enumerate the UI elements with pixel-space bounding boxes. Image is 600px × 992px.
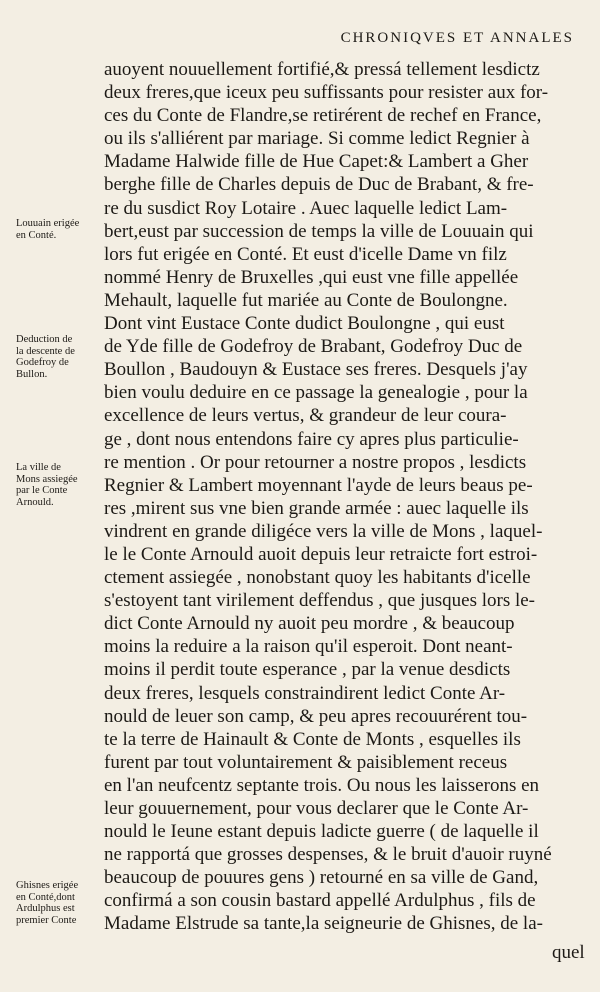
margin-note-line: en Conté. (16, 229, 57, 241)
text-line: vindrent en grande diligéce vers la ville de Mons , laquel- (104, 520, 543, 542)
text-line: ctement assiegée , nonobstant quoy les habitants d'icelle (104, 567, 531, 589)
margin-note (16, 880, 102, 926)
margin-note (16, 462, 102, 508)
text-line: berghe fille de Charles depuis de Duc de Brabant, & fre- (104, 174, 534, 196)
text-line: Mehault, laquelle fut mariée au Conte de Boulongne. (104, 289, 508, 311)
text-line: nould le Ieune estant depuis ladicte guerre ( de laquelle il (104, 821, 539, 843)
text-line: ne rapportá que grosses despenses, & le bruit d'auoir ruyné (104, 844, 552, 866)
text-line: te la terre de Hainault & Conte de Monts , esquelles ils (104, 728, 521, 750)
text-line: en l'an neufcentz septante trois. Ou nous les laisserons en (104, 774, 540, 796)
text-line: confirmá a son cousin bastard appellé Ardulphus , fils de (104, 890, 536, 912)
text-line: deux freres,que iceux peu suffissants pour resister aux for- (104, 82, 549, 104)
text-line: lors fut erigée en Conté. Et eust d'icelle Dame vn filz (104, 243, 507, 265)
margin-note-line: Bullon. (16, 368, 48, 380)
text-line: Madame Halwide fille de Hue Capet:& Lambert a Gher (104, 151, 529, 173)
text-line: le le Conte Arnould auoit depuis leur retraicte fort estroi- (104, 543, 538, 565)
text-line: re du susdict Roy Lotaire . Auec laquelle ledict Lam- (104, 197, 508, 219)
text-line: re mention . Or pour retourner a nostre propos , lesdicts (104, 451, 527, 473)
text-line: s'estoyent tant virilement deffendus , que jusques lors le- (104, 590, 536, 612)
margin-note-line: Mons assiegée (16, 473, 78, 485)
catchword: quel (552, 942, 585, 963)
text-line: dict Conte Arnould ny auoit peu mordre , & beaucoup (104, 613, 515, 635)
running-head: CHRONIQVES ET ANNALES (340, 30, 574, 46)
margin-note-line: Ghisnes erigée (16, 880, 79, 891)
text-line: ces du Conte de Flandre,se retirérent de rechef en France, (104, 105, 542, 127)
margin-note-line: en Conté,dont (16, 891, 75, 903)
text-line: Boullon , Baudouyn & Eustace ses freres. Desquels j'ay (104, 359, 528, 381)
margin-note-line: Arnould. (16, 496, 54, 508)
text-line: nould de leuer son camp, & peu apres recouurérent tou- (104, 705, 528, 727)
text-line: Madame Elstrude sa tante,la seigneurie de Ghisnes, de la- (104, 913, 543, 935)
margin-note-line: Deduction de (16, 334, 73, 345)
text-line: bert,eust par succession de temps la ville de Louuain qui (104, 220, 534, 242)
text-line: moins il perdit toute esperance , par la venue desdicts (104, 659, 511, 681)
margin-note-line: par le Conte (16, 485, 68, 496)
text-line: beaucoup de pouures gens ) retourné en sa ville de Gand, (104, 867, 539, 889)
text-line: ge , dont nous entendons faire cy apres plus particulie- (104, 428, 519, 450)
text-line: ou ils s'alliérent par mariage. Si comme ledict Regnier à (104, 128, 530, 150)
text-line: leur gouuernement, pour vous declarer que le Conte Ar- (104, 798, 529, 819)
text-line: excellence de leurs vertus, & grandeur de leur coura- (104, 405, 507, 427)
margin-note-line: La ville de (16, 462, 61, 473)
margin-notes (0, 0, 104, 992)
text-line: moins la reduire a la raison qu'il esperoit. Dont neant- (104, 636, 513, 658)
margin-note (16, 218, 102, 241)
margin-note-line: Godefroy de (16, 357, 69, 368)
text-line: Regnier & Lambert moyennant l'ayde de leurs beaus pe- (104, 474, 533, 496)
text-line: de Yde fille de Godefroy de Brabant, Godefroy Duc de (104, 336, 523, 358)
text-line: res ,mirent sus vne bien grande armée : auec laquelle ils (104, 497, 529, 519)
margin-note (16, 334, 102, 380)
text-line: auoyent nouuellement fortifié,& pressá tellement lesdictz (104, 59, 540, 80)
text-line: nommé Henry de Bruxelles ,qui eust vne fille appellée (104, 266, 519, 288)
text-line: furent par tout voluntairement & paisiblement receus (104, 751, 508, 773)
text-line: deux freres, lesquels constraindirent ledict Conte Ar- (104, 682, 506, 704)
body-text (104, 58, 580, 936)
margin-note-line: la descente de (16, 345, 75, 357)
text-line: bien voulu deduire en ce passage la genealogie , pour la (104, 382, 528, 404)
margin-note-line: premier Conte (16, 914, 77, 926)
margin-note-line: Ardulphus est (16, 903, 75, 914)
text-line: Dont vint Eustace Conte dudict Boulongne , qui eust (104, 313, 505, 335)
margin-note-line: Louuain erigée (16, 218, 80, 229)
